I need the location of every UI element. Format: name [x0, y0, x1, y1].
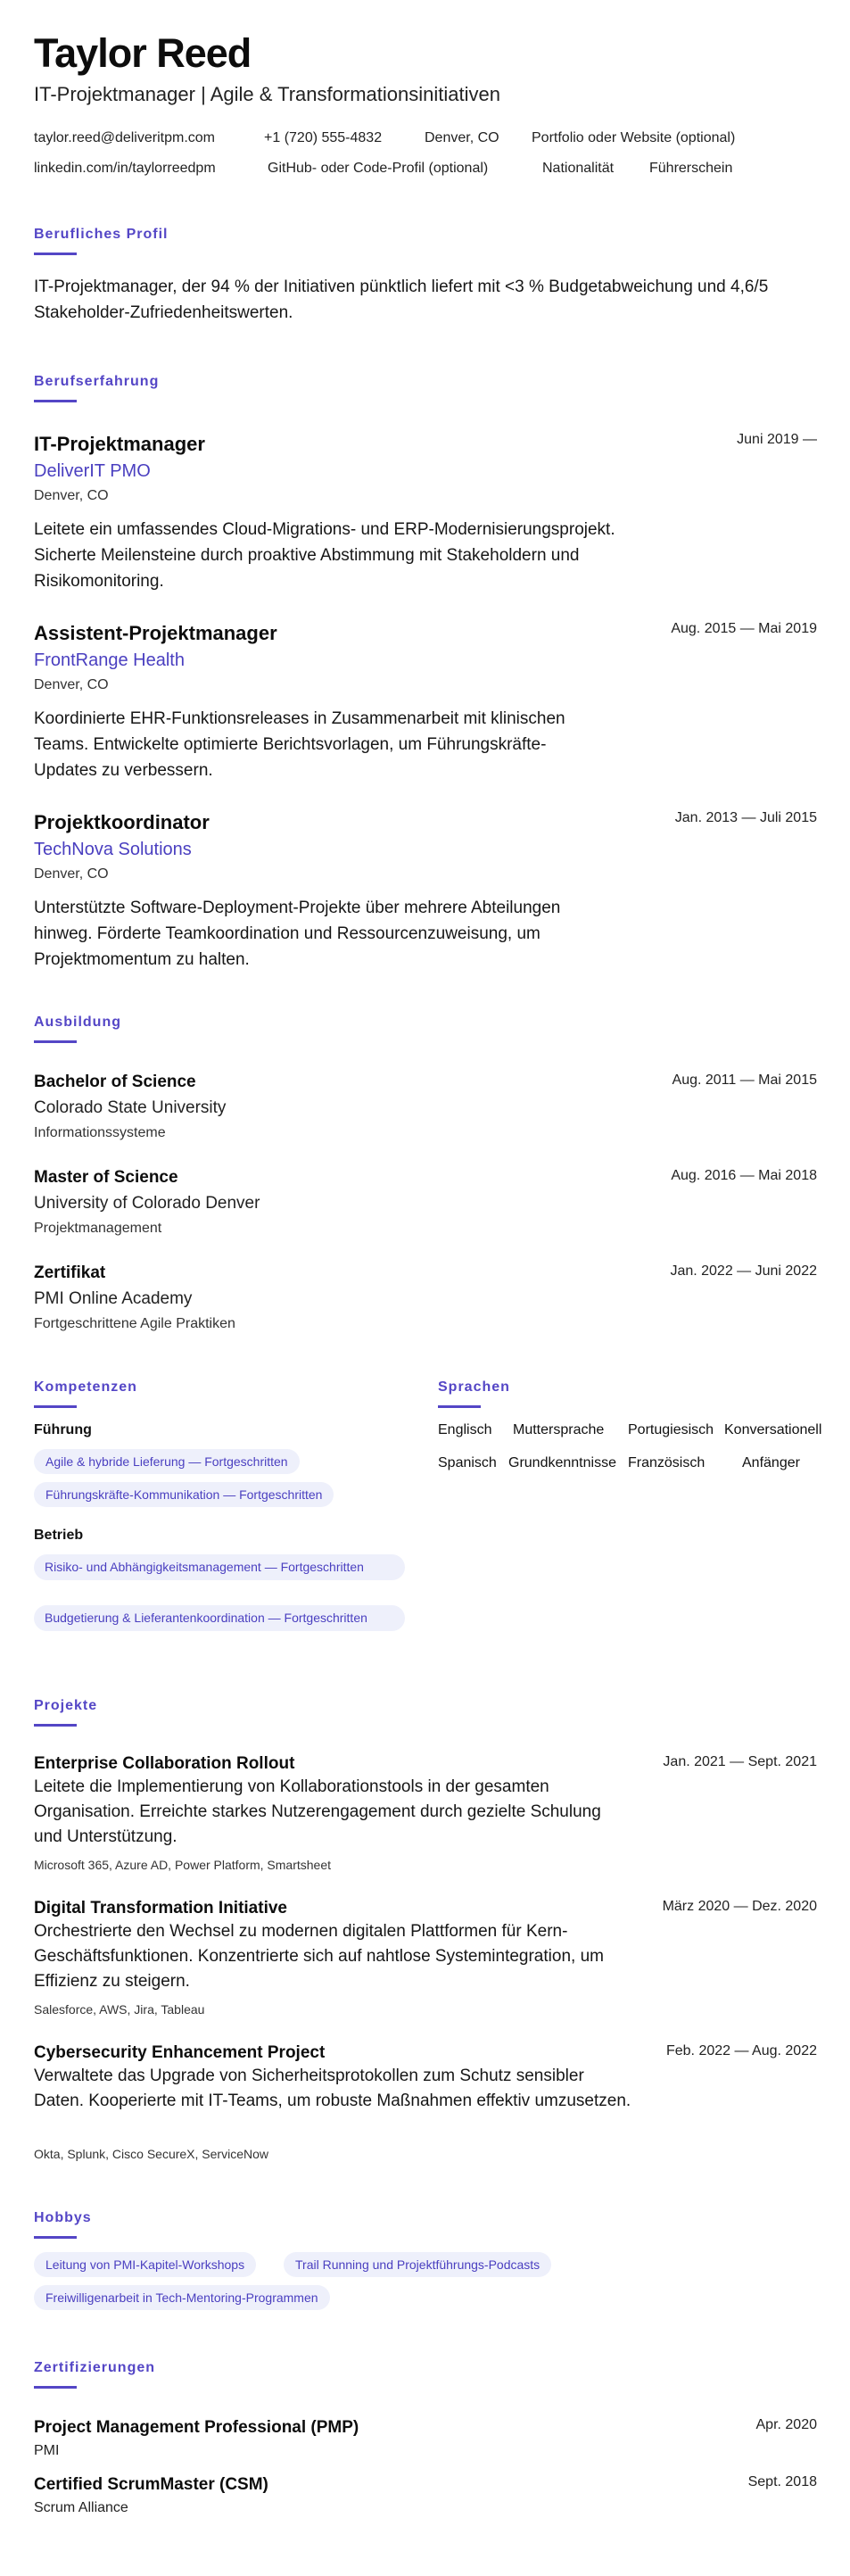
contact-email[interactable]: taylor.reed@deliveritpm.com: [34, 130, 215, 145]
education-dates: Jan. 2022 — Juni 2022: [670, 1263, 817, 1279]
certification-org: Scrum Alliance: [34, 2500, 128, 2515]
hobby-chip: Freiwilligenarbeit in Tech-Mentoring-Programmen: [34, 2285, 330, 2310]
section-title-experience: Berufserfahrung: [34, 374, 160, 389]
project-tech: Okta, Splunk, Cisco SecureX, ServiceNow: [34, 2147, 268, 2161]
skill-chip: Risiko- und Abhängigkeitsmanagement — Fortgeschritten: [34, 1554, 405, 1580]
job-description: Koordinierte EHR-Funktionsreleases in Zusammenarbeit mit klinischen Teams. Entwickelte optimierte Berichtsvorlagen, um Führungskräfte-Updates zu verbessern.: [34, 709, 565, 780]
contact-portfolio[interactable]: Portfolio oder Website (optional): [532, 130, 736, 145]
skill-chip: Agile & hybride Lieferung — Fortgeschritten: [34, 1449, 300, 1474]
job-location: Denver, CO: [34, 866, 109, 882]
job-title: Assistent-Projektmanager: [34, 622, 277, 644]
section-divider: [34, 253, 77, 255]
project-dates: Feb. 2022 — Aug. 2022: [665, 2043, 817, 2058]
contact-nationality: Nationalität: [542, 161, 615, 176]
section-divider: [34, 1405, 77, 1408]
section-title-projects: Projekte: [34, 1698, 98, 1713]
contact-github[interactable]: GitHub- oder Code-Profil (optional): [268, 161, 489, 176]
section-divider: [438, 1405, 481, 1408]
language-level: Muttersprache: [513, 1422, 605, 1437]
section-title-languages: Sprachen: [438, 1379, 510, 1395]
project-title: Digital Transformation Initiative: [34, 1899, 287, 1918]
section-divider: [34, 2236, 77, 2239]
section-divider: [34, 1040, 77, 1043]
education-dates: Aug. 2016 — Mai 2018: [671, 1168, 817, 1183]
project-tech: Microsoft 365, Azure AD, Power Platform, Smartsheet: [34, 1858, 332, 1872]
project-title: Cybersecurity Enhancement Project: [34, 2043, 326, 2062]
education-degree: Master of Science: [34, 1168, 178, 1187]
candidate-headline: IT-Projektmanager | Agile & Transformationsinitiativen: [34, 83, 500, 105]
project-title: Enterprise Collaboration Rollout: [34, 1754, 295, 1773]
hobby-chip: Leitung von PMI-Kapitel-Workshops: [34, 2252, 256, 2277]
job-dates: Jan. 2013 — Juli 2015: [674, 810, 817, 825]
job-dates: Aug. 2015 — Mai 2019: [671, 621, 817, 636]
candidate-name: Taylor Reed: [34, 30, 252, 76]
job-company: TechNova Solutions: [34, 840, 192, 859]
section-divider: [34, 1724, 77, 1727]
section-title-profile: Berufliches Profil: [34, 227, 169, 242]
project-description: Verwaltete das Upgrade von Sicherheitsprotokollen zum Schutz sensibler Daten. Kooperierte mit IT-Teams, um robuste Maßnahmen effektiv umzusetzen.: [34, 2067, 631, 2110]
language-level: Anfänger: [742, 1455, 800, 1470]
job-description: Unterstützte Software-Deployment-Projekte über mehrere Abteilungen hinweg. Förderte Teamkoordination und Ressourcenzuweisung, um Projektmomentum zu halten.: [34, 899, 561, 969]
language-name: Englisch: [438, 1422, 492, 1437]
education-degree: Zertifikat: [34, 1263, 106, 1282]
contact-license: Führerschein: [649, 161, 733, 176]
certification-org: PMI: [34, 2443, 60, 2458]
project-dates: Jan. 2021 — Sept. 2021: [663, 1754, 817, 1769]
education-school: Colorado State University: [34, 1098, 227, 1117]
certification-name: Project Management Professional (PMP): [34, 2418, 359, 2437]
job-dates: Juni 2019 —: [737, 432, 817, 447]
contact-phone[interactable]: +1 (720) 555-4832: [264, 130, 383, 145]
language-name: Spanisch: [438, 1455, 497, 1470]
hobby-chip: Trail Running und Projektführungs-Podcasts: [284, 2252, 551, 2277]
project-description: Orchestrierte den Wechsel zu modernen digitalen Plattformen für Kern-Geschäftsfunktionen. Konzentrierte sich auf nahtlose Systemintegration, um Effizienz zu steigern.: [34, 1922, 604, 1991]
section-divider: [34, 2386, 77, 2389]
contact-location: Denver, CO: [425, 130, 499, 145]
job-title: IT-Projektmanager: [34, 433, 205, 455]
education-school: PMI Online Academy: [34, 1289, 193, 1308]
skill-group-title: Betrieb: [34, 1528, 84, 1543]
education-dates: Aug. 2011 — Mai 2015: [672, 1073, 817, 1088]
skill-chip: Führungskräfte-Kommunikation — Fortgeschritten: [34, 1482, 334, 1507]
job-location: Denver, CO: [34, 488, 109, 503]
education-field: Fortgeschrittene Agile Praktiken: [34, 1316, 235, 1331]
language-level: Konversationell: [724, 1422, 822, 1437]
certification-date: Sept. 2018: [747, 2474, 817, 2489]
project-description: Leitete die Implementierung von Kollaborationstools in der gesamten Organisation. Erreichte starkes Nutzerengagement durch gezielte Schulung und Unterstützung.: [34, 1777, 601, 1846]
language-name: Französisch: [628, 1455, 706, 1470]
education-degree: Bachelor of Science: [34, 1073, 196, 1091]
education-field: Projektmanagement: [34, 1221, 162, 1236]
certification-date: Apr. 2020: [755, 2417, 817, 2432]
job-company: DeliverIT PMO: [34, 461, 151, 481]
contact-linkedin[interactable]: linkedin.com/in/taylorreedpm: [34, 161, 216, 176]
language-level: Grundkenntnisse: [508, 1455, 616, 1470]
project-tech: Salesforce, AWS, Jira, Tableau: [34, 2002, 205, 2017]
section-title-education: Ausbildung: [34, 1015, 121, 1030]
education-field: Informationssysteme: [34, 1125, 166, 1140]
project-dates: März 2020 — Dez. 2020: [662, 1899, 817, 1914]
certification-name: Certified ScrumMaster (CSM): [34, 2475, 268, 2494]
job-company: FrontRange Health: [34, 650, 185, 670]
section-title-skills: Kompetenzen: [34, 1379, 137, 1395]
language-name: Portugiesisch: [628, 1422, 714, 1437]
job-location: Denver, CO: [34, 677, 109, 692]
section-title-certifications: Zertifizierungen: [34, 2360, 156, 2375]
section-divider: [34, 400, 77, 402]
skill-group-title: Führung: [34, 1422, 92, 1437]
profile-text: IT-Projektmanager, der 94 % der Initiativen pünktlich liefert mit <3 % Budgetabweichung und 4,6/5 Stakeholder-Zufriedenheitswerten.: [34, 277, 769, 322]
skill-chip: Budgetierung & Lieferantenkoordination — Fortgeschritten: [34, 1605, 405, 1631]
job-description: Leitete ein umfassendes Cloud-Migrations- und ERP-Modernisierungsprojekt. Sicherte Meilensteine durch proaktive Abstimmung mit Stakeholdern und Risikomonitoring.: [34, 520, 615, 591]
education-school: University of Colorado Denver: [34, 1194, 260, 1213]
job-title: Projektkoordinator: [34, 811, 210, 833]
section-title-hobbies: Hobbys: [34, 2210, 92, 2225]
